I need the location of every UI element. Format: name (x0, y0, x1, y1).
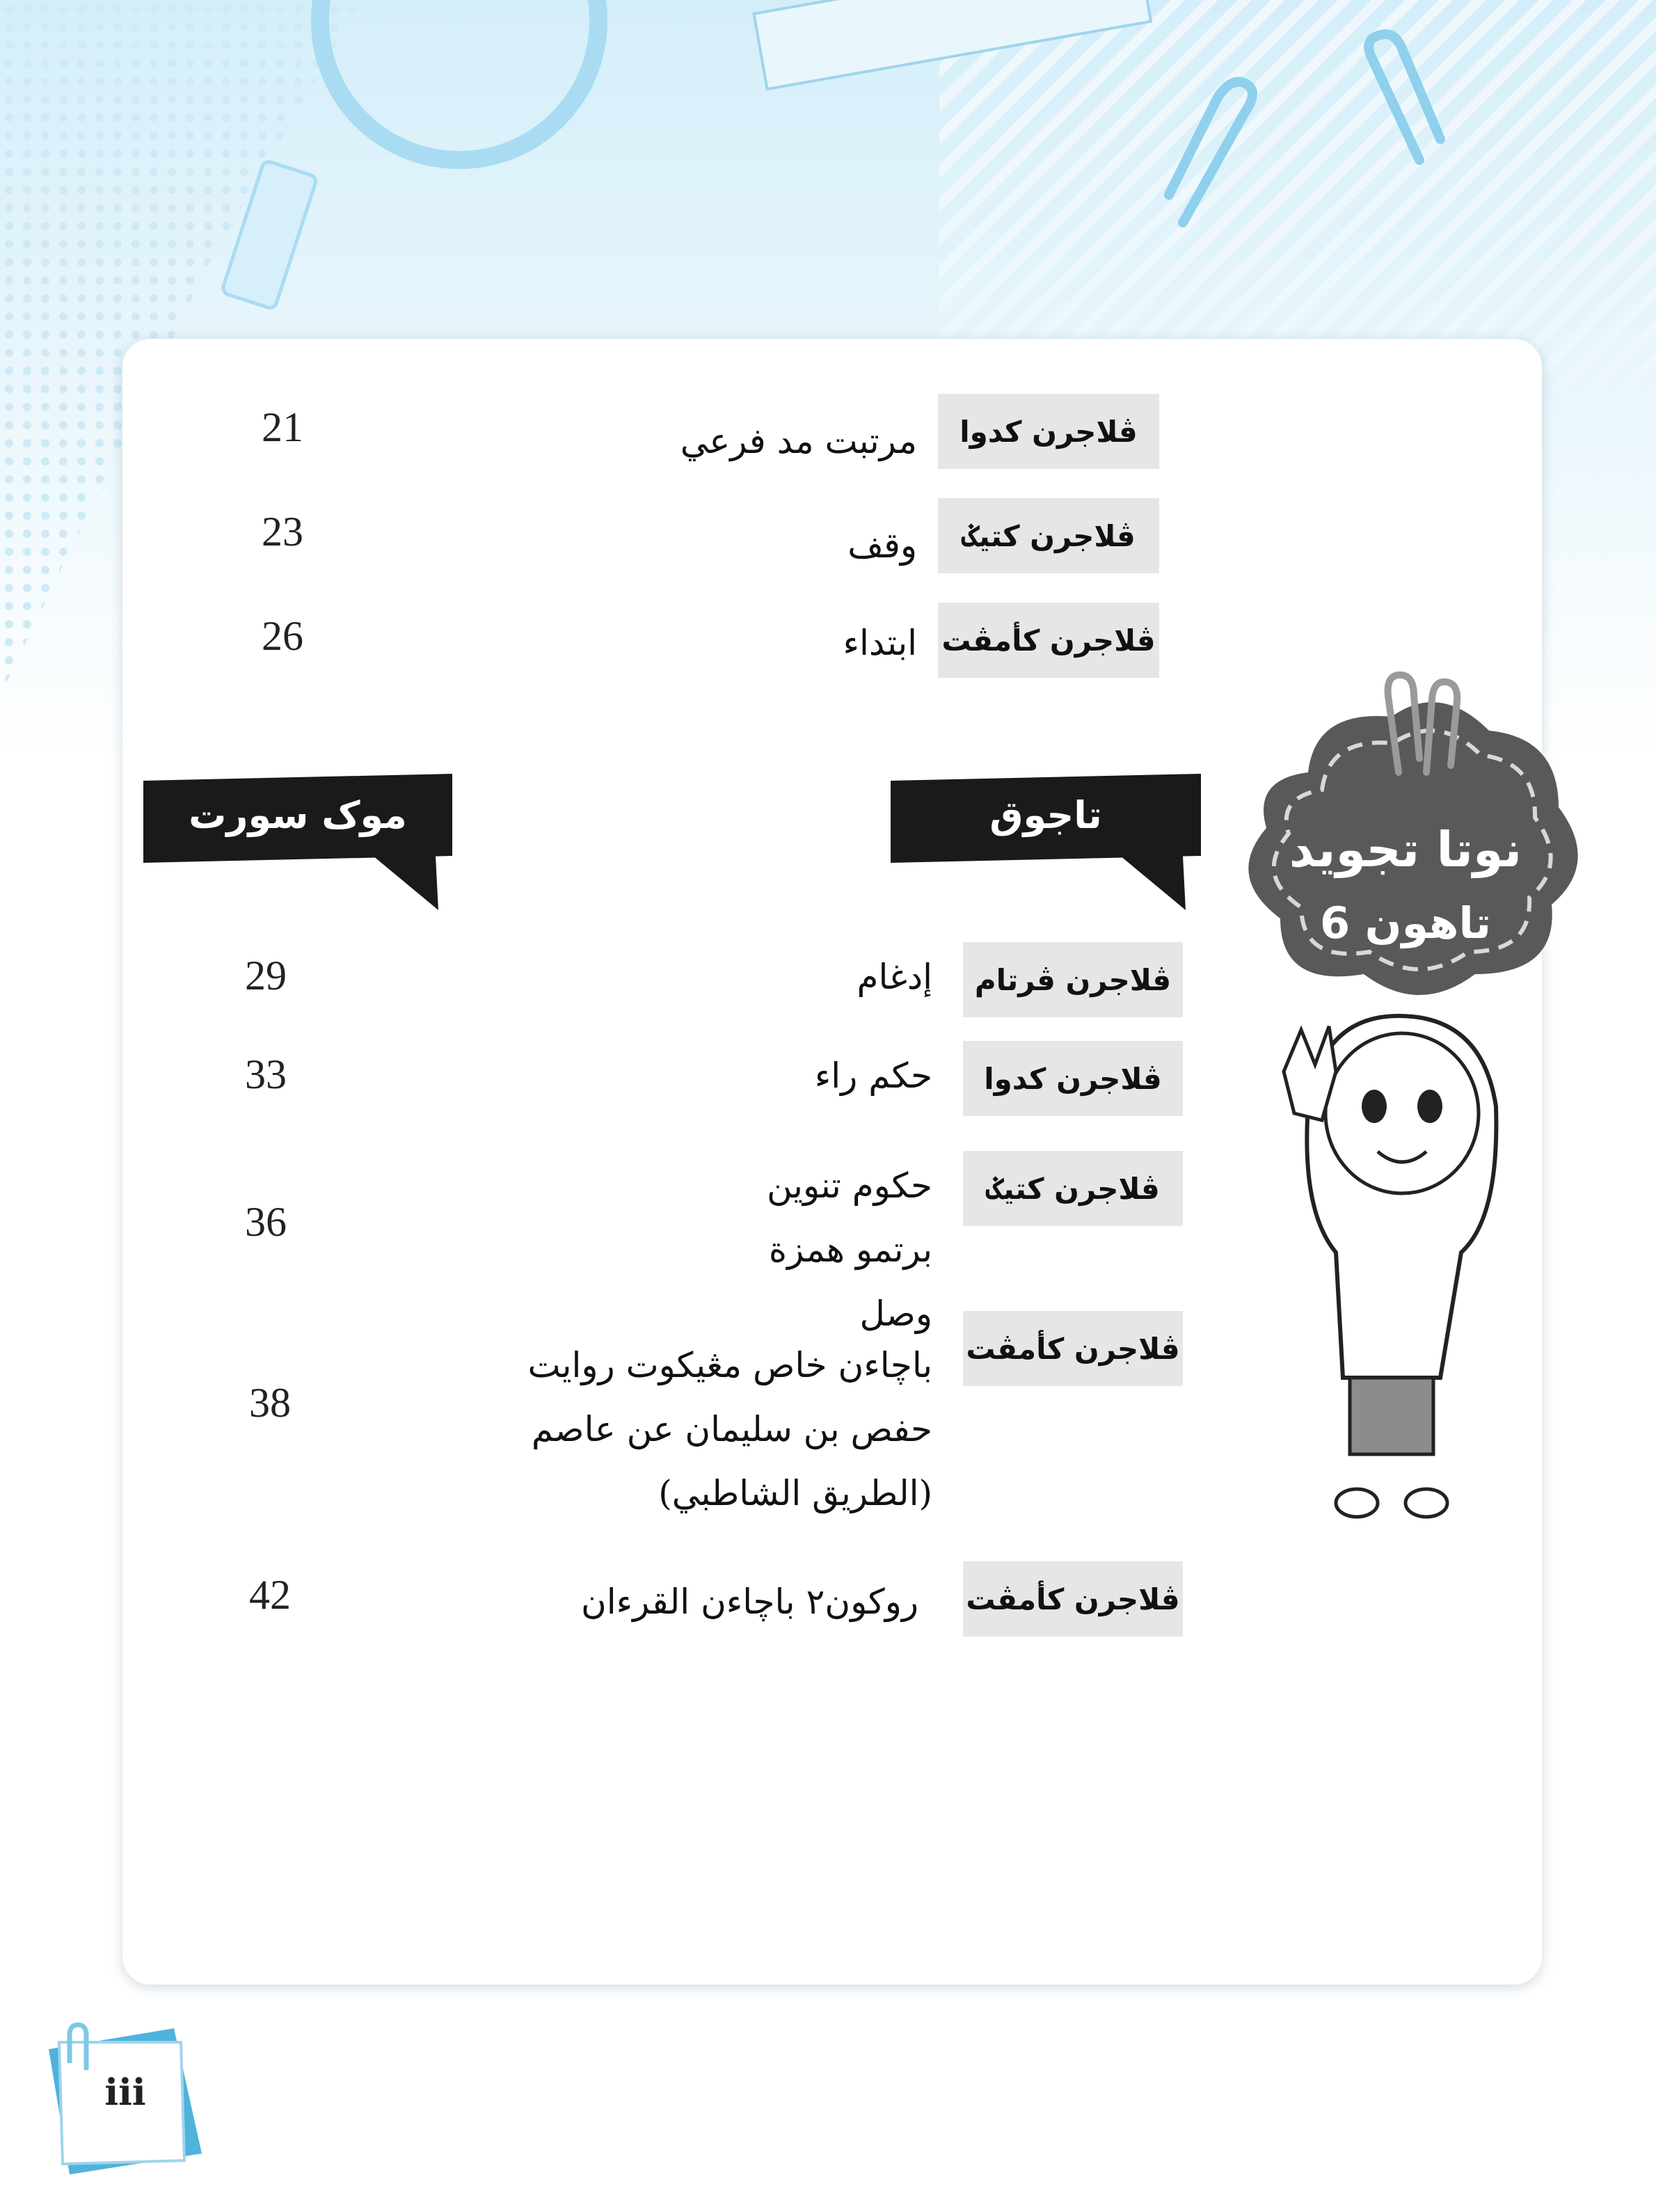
lesson-label: ڤلاجرن كدوا (938, 394, 1159, 469)
page-column-title: موک سورت (189, 793, 407, 837)
page-number: 23 (262, 509, 303, 555)
lesson-label: ڤلاجرن كأمڤت (963, 1311, 1183, 1386)
topic-text: حكم راء (814, 1056, 932, 1096)
lesson-label: ڤلاجرن كتيݢ (938, 498, 1159, 573)
topic-column-title: تاجوق (989, 793, 1102, 837)
page-number: 21 (262, 404, 303, 450)
cloud-subtitle: تاهون 6 (1319, 898, 1492, 948)
lesson-label: ڤلاجرن ڤرتام (963, 942, 1183, 1017)
topic-text: حكوم تنوين برتمو همزة وصل (766, 1165, 932, 1334)
page-number: 42 (249, 1572, 291, 1618)
page-number-label: iii (104, 2071, 146, 2114)
topic-header-ribbon (891, 774, 1201, 913)
mascot-girl-illustration (1259, 988, 1524, 1531)
topic-text: روكون٢ باچاءن القرءان (581, 1582, 918, 1622)
page-number: 29 (245, 953, 287, 998)
page-number: 38 (249, 1380, 291, 1426)
lesson-label: ڤلاجرن كأمڤت (938, 603, 1159, 678)
topic-text: وقف (847, 525, 917, 566)
page-number-tag (42, 2021, 209, 2181)
topic-text: ابتداء (843, 623, 917, 663)
page-header-ribbon (143, 774, 452, 913)
lesson-label: ڤلاجرن كدوا (963, 1041, 1183, 1116)
lesson-label: ڤلاجرن كتيݢ (963, 1151, 1183, 1226)
cloud-title: نوتا تجويد (1289, 821, 1522, 878)
lesson-label: ڤلاجرن كأمڤت (963, 1561, 1183, 1637)
topic-text: باچاءن خاص مڠيكوت روايت حفص بن سليمان عن عاصم (الطريق الشاطبي) (527, 1345, 932, 1513)
page-number: 36 (245, 1199, 287, 1245)
page-number: 26 (262, 613, 303, 659)
topic-text: إدغام (857, 957, 932, 997)
topic-text: مرتبت مد فرعي (680, 421, 917, 461)
page-number: 33 (245, 1051, 287, 1097)
